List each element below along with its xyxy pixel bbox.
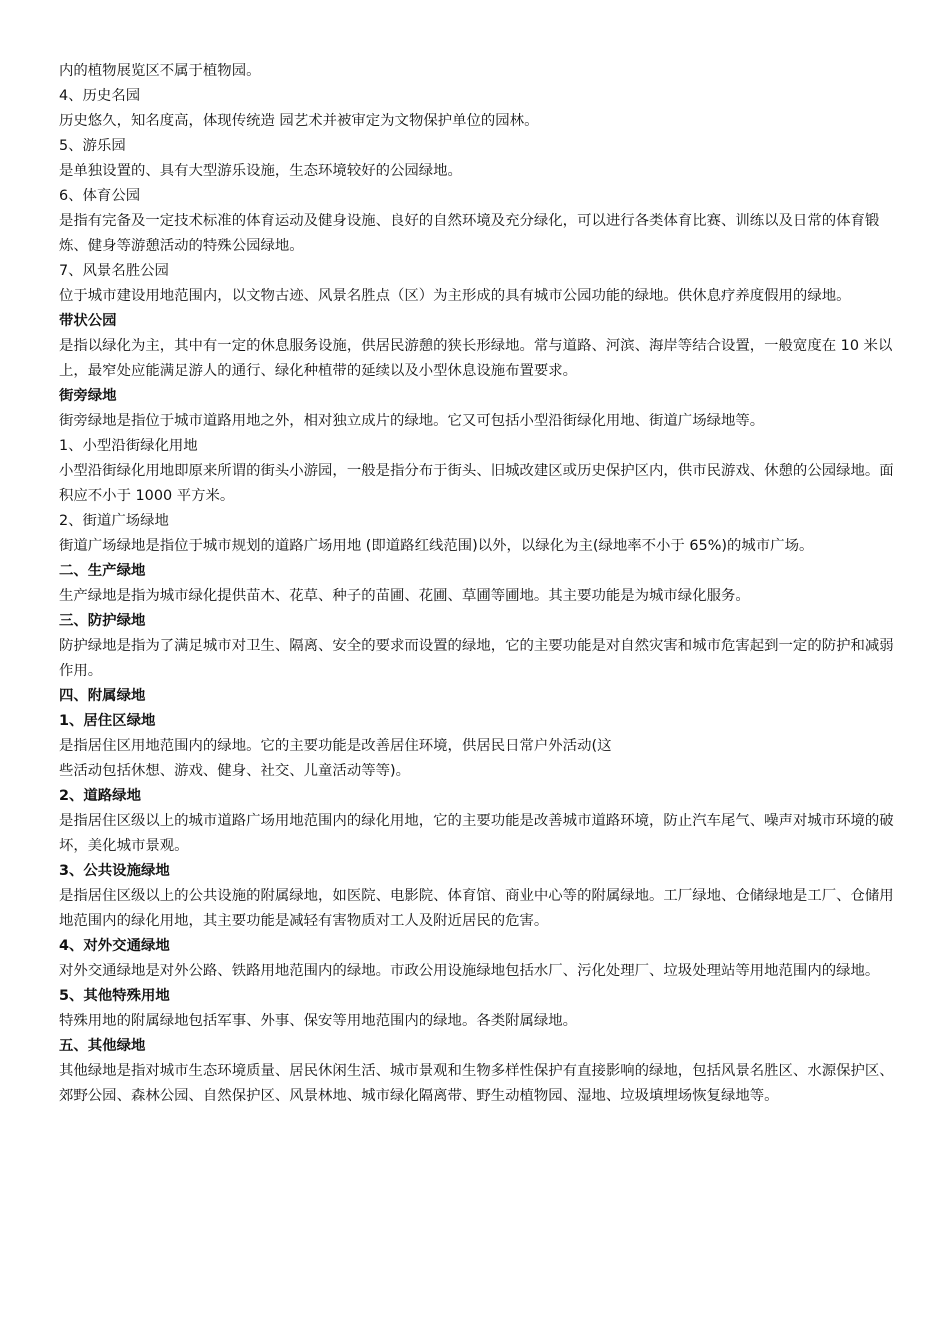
document-page (59, 59, 895, 1109)
subsection-title: 2、街道广场绿地 (59, 513, 169, 529)
paragraph: 历史悠久，知名度高，体现传统造 园艺术并被审定为文物保护单位的园林。 (59, 113, 539, 129)
paragraph: 街道广场绿地是指位于城市规划的道路广场用地 (即道路红线范围)以外，以绿化为主(绿地率不小于 65%)的城市广场。 (59, 538, 814, 554)
subsection-title: 7、风景名胜公园 (59, 263, 169, 279)
subsection-title: 1、小型沿街绿化用地 (59, 438, 198, 454)
subsection-title: 5、游乐园 (59, 138, 126, 154)
section-heading: 1、居住区绿地 (59, 713, 156, 729)
paragraph: 其他绿地是指对城市生态环境质量、居民休闲生活、城市景观和生物多样性保护有直接影响的绿地，包括风景名胜区、水源保护区、郊野公园、森林公园、自然保护区、风景林地、城市绿化隔离带、野生动植物园、湿地、垃圾填埋场恢复绿地等。 (59, 1063, 894, 1104)
paragraph: 特殊用地的附属绿地包括军事、外事、保安等用地范围内的绿地。各类附属绿地。 (59, 1013, 578, 1029)
section-heading: 4、对外交通绿地 (59, 938, 170, 954)
paragraph: 小型沿街绿化用地即原来所谓的街头小游园，一般是指分布于街头、旧城改建区或历史保护区内，供市民游戏、休憩的公园绿地。面积应不小于 1000 平方米。 (59, 463, 894, 504)
paragraph: 是指居住区用地范围内的绿地。它的主要功能是改善居住环境，供居民日常户外活动(这 (59, 738, 612, 754)
paragraph: 是单独设置的、具有大型游乐设施，生态环境较好的公园绿地。 (59, 163, 462, 179)
paragraph: 是指居住区级以上的城市道路广场用地范围内的绿化用地，它的主要功能是改善城市道路环境，防止汽车尾气、噪声对城市环境的破坏，美化城市景观。 (59, 813, 894, 854)
paragraph: 是指居住区级以上的公共设施的附属绿地，如医院、电影院、体育馆、商业中心等的附属绿地。工厂绿地、仓储绿地是工厂、仓储用地范围内的绿化用地，其主要功能是减轻有害物质对工人及附近居民的危害。 (59, 888, 894, 929)
paragraph: 些活动包括休想、游戏、健身、社交、儿童活动等等)。 (59, 763, 410, 779)
subsection-title: 6、体育公园 (59, 188, 141, 204)
paragraph: 防护绿地是指为了满足城市对卫生、隔离、安全的要求而设置的绿地，它的主要功能是对自然灾害和城市危害起到一定的防护和减弱作用。 (59, 638, 894, 679)
section-heading: 三、防护绿地 (59, 613, 146, 629)
section-heading: 四、附属绿地 (59, 688, 146, 704)
section-heading: 3、公共设施绿地 (59, 863, 170, 879)
paragraph: 生产绿地是指为城市绿化提供苗木、花草、种子的苗圃、花圃、草圃等圃地。其主要功能是为城市绿化服务。 (59, 588, 750, 604)
paragraph: 是指以绿化为主，其中有一定的休息服务设施，供居民游憩的狭长形绿地。常与道路、河滨、海岸等结合设置，一般宽度在 10 米以上，最窄处应能满足游人的通行、绿化种植带的延续以及小型休息设施布置要求。 (59, 338, 893, 379)
section-heading: 5、其他特殊用地 (59, 988, 170, 1004)
subsection-title: 4、历史名园 (59, 88, 141, 104)
paragraph: 是指有完备及一定技术标准的体育运动及健身设施、良好的自然环境及充分绿化，可以进行各类体育比赛、训练以及日常的体育锻炼、健身等游憩活动的特殊公园绿地。 (59, 213, 880, 254)
section-heading: 街旁绿地 (59, 388, 117, 404)
section-heading: 带状公园 (59, 313, 117, 329)
section-heading: 二、生产绿地 (59, 563, 146, 579)
paragraph: 街旁绿地是指位于城市道路用地之外，相对独立成片的绿地。它又可包括小型沿街绿化用地、街道广场绿地等。 (59, 413, 765, 429)
section-heading: 五、其他绿地 (59, 1038, 146, 1054)
paragraph: 对外交通绿地是对外公路、铁路用地范围内的绿地。市政公用设施绿地包括水厂、污化处理厂、垃圾处理站等用地范围内的绿地。 (59, 963, 880, 979)
paragraph: 内的植物展览区不属于植物园。 (59, 63, 261, 79)
paragraph: 位于城市建设用地范围内，以文物古迹、风景名胜点（区）为主形成的具有城市公园功能的绿地。供休息疗养度假用的绿地。 (59, 288, 851, 304)
section-heading: 2、道路绿地 (59, 788, 141, 804)
